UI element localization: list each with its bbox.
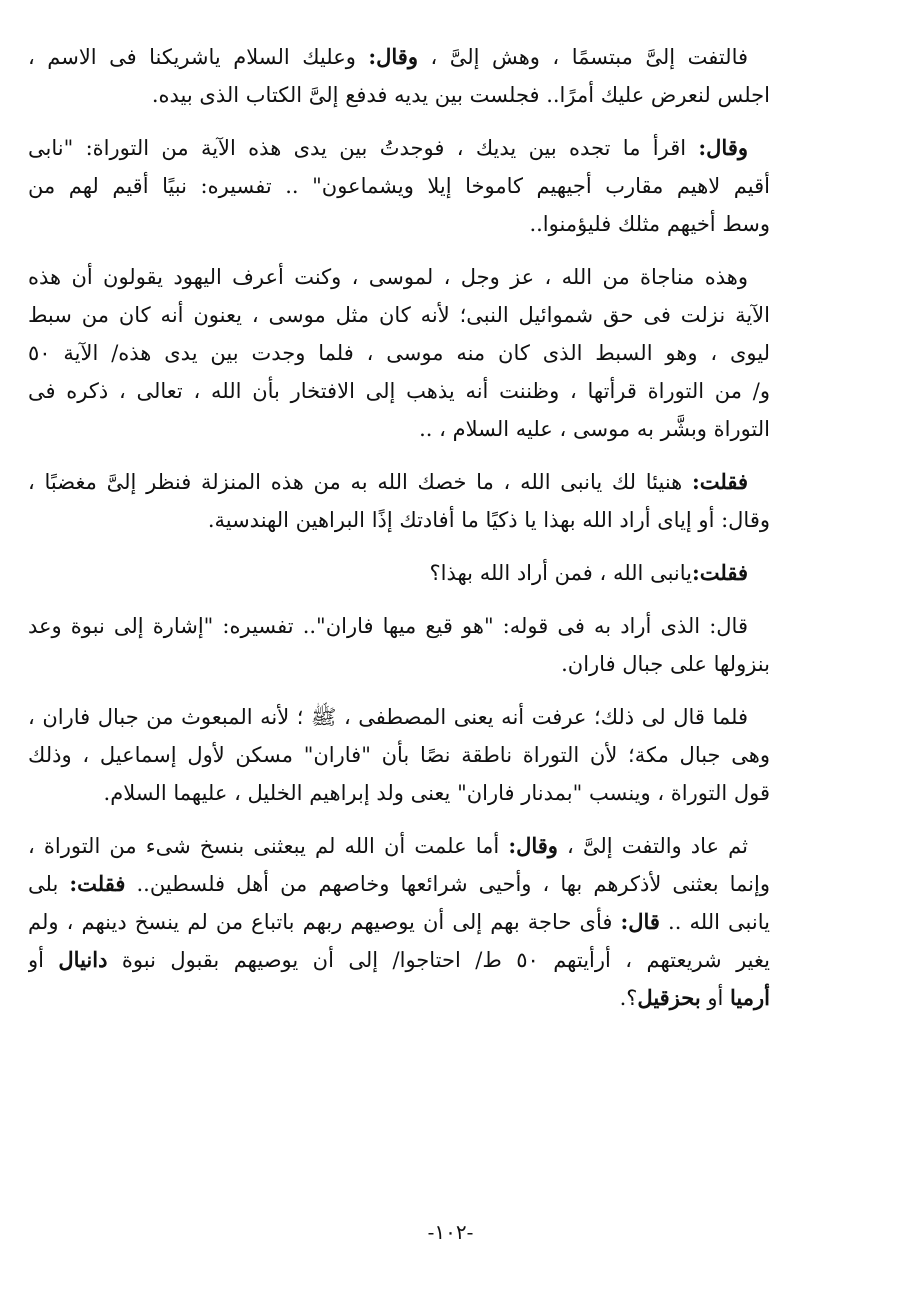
- text-run: هنيئا لك يانبى الله ، ما خصك الله به من هذه المنزلة فنظر إلىَّ مغضبًا ،: [28, 470, 692, 494]
- text-line: [28, 463, 770, 501]
- text-run: بلى: [28, 872, 70, 896]
- bold-term: بحزقيل: [637, 985, 701, 1010]
- text-line: [28, 258, 770, 296]
- paragraph: [28, 607, 770, 683]
- text-line: [28, 410, 770, 448]
- text-line: [28, 827, 770, 865]
- bold-term: دانيال: [58, 947, 108, 972]
- text-run: اقرأ ما تجده بين يديك ، فوجدتُ بين يدى هذه الآية من التوراة: "نابى: [28, 136, 699, 160]
- paragraph: [28, 827, 770, 1017]
- text-line: [28, 865, 770, 903]
- bold-term: فقلت:: [692, 560, 748, 585]
- paragraph: [28, 463, 770, 539]
- text-line: [28, 205, 770, 243]
- text-run: يغير شريعتهم ، أرأيتهم ٥٠ ط/ احتاجوا/ إلى أن يوصيهم بقبول نبوة: [107, 948, 770, 972]
- text-run: وقال: أو إياى أراد الله بهذا يا ذكيًا ما أفادتك إذًا البراهين الهندسية.: [207, 508, 770, 532]
- text-run: أما علمت أن الله لم يبعثنى بنسخ شىء من التوراة ،: [28, 834, 509, 858]
- bold-term: وقال:: [508, 833, 558, 858]
- text-line: [28, 334, 770, 372]
- text-line: [28, 698, 770, 736]
- text-run: ثم عاد والتفت إلىَّ ،: [557, 834, 749, 858]
- document-page: [28, 38, 770, 1032]
- text-run: فالتفت إلىَّ مبتسمًا ، وهش إلىَّ ،: [417, 45, 749, 69]
- text-run: أو: [700, 986, 731, 1010]
- text-run: وعليك السلام ياشريكنا فى الاسم ،: [28, 45, 369, 69]
- text-line: [28, 167, 770, 205]
- bold-term: وقال:: [698, 135, 749, 160]
- bold-term: أرميا: [730, 985, 770, 1010]
- text-run: قول التوراة ، وينسب "بمدنار فاران" يعنى ولد إبراهيم الخليل ، عليهما السلام.: [103, 781, 770, 805]
- text-line: [28, 903, 770, 941]
- text-line: [28, 774, 770, 812]
- text-line: [28, 76, 770, 114]
- bold-term: وقال:: [368, 44, 418, 69]
- text-run: اجلس لنعرض عليك أمرًا.. فجلست بين يديه فدفع إلىَّ الكتاب الذى بيده.: [151, 83, 770, 107]
- text-run: أو: [28, 948, 59, 972]
- text-line: [28, 736, 770, 774]
- text-line: [28, 645, 770, 683]
- bold-term: قال:: [620, 909, 660, 934]
- text-line: [28, 501, 770, 539]
- page-number: -١٠٢-: [427, 1220, 474, 1244]
- paragraph: [28, 698, 770, 812]
- text-run: بنزولها على جبال فاران.: [561, 652, 770, 676]
- bold-term: فقلت:: [692, 469, 748, 494]
- paragraph: [28, 258, 770, 448]
- text-run: فلما قال لى ذلك؛ عرفت أنه يعنى المصطفى ، ﷺ ؛ لأنه المبعوث من جبال فاران ،: [28, 705, 748, 729]
- text-run: ؟.: [619, 986, 638, 1010]
- text-line: [28, 554, 770, 592]
- text-run: وإنما بعثنى لأذكرهم بها ، وأحيى شرائعها وخاصهم من أهل فلسطين..: [125, 872, 770, 896]
- text-run: التوراة وبشَّر به موسى ، عليه السلام ، ..: [419, 417, 770, 441]
- text-run: يانبى الله ..: [659, 910, 770, 934]
- text-run: أقيم لاهيم مقارب أجيهيم كاموخا إيلا ويشماعون" .. تفسيره: نبيًا أقيم لهم من: [28, 174, 770, 198]
- text-run: يانبى الله ، فمن أراد الله بهذا؟: [429, 561, 692, 585]
- text-line: [28, 607, 770, 645]
- paragraph: [28, 554, 770, 592]
- text-line: [28, 979, 770, 1017]
- text-line: [28, 129, 770, 167]
- text-line: [28, 372, 770, 410]
- text-run: وهى جبال مكة؛ لأن التوراة ناطقة نصًا بأن "فاران" مسكن لأول إسماعيل ، وذلك: [28, 743, 770, 767]
- text-run: فأى حاجة بهم إلى أن يوصيهم ربهم باتباع من لم ينسخ دينهم ، ولم: [28, 910, 621, 934]
- text-run: وسط أخيهم مثلك فليؤمنوا..: [529, 212, 770, 236]
- text-line: [28, 296, 770, 334]
- bold-term: فقلت:: [69, 871, 126, 896]
- text-run: الآية نزلت فى حق شموائيل النبى؛ لأنه كان مثل موسى ، يعنون أنه كان من سبط: [28, 303, 770, 327]
- paragraph: [28, 129, 770, 243]
- text-line: [28, 941, 770, 979]
- text-run: ليوى ، وهو السبط الذى كان منه موسى ، فلما وجدت بين يدى هذه/ الآية ٥٠: [28, 341, 770, 365]
- text-run: و/ من التوراة قرأتها ، وظننت أنه يذهب إلى الافتخار بأن الله ، تعالى ، ذكره فى: [28, 379, 770, 403]
- text-line: [28, 38, 770, 76]
- paragraph: [28, 38, 770, 114]
- text-run: قال: الذى أراد به فى قوله: "هو قيع ميها فاران".. تفسيره: "إشارة إلى نبوة وعد: [28, 614, 748, 638]
- text-run: وهذه مناجاة من الله ، عز وجل ، لموسى ، وكنت أعرف اليهود يقولون أن هذه: [28, 265, 748, 289]
